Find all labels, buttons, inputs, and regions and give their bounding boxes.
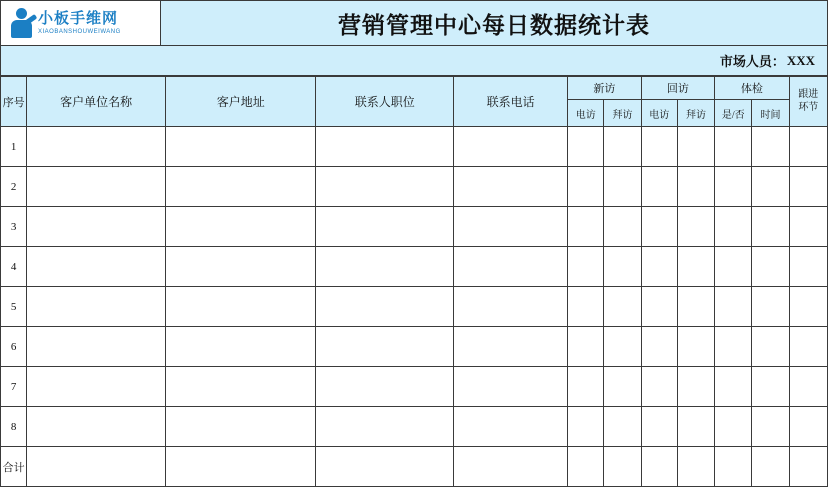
staff-label: 市场人员： [719,54,785,69]
cell-new-phone[interactable] [568,127,604,167]
cell-new-visit[interactable] [604,407,641,447]
cell-yes-no[interactable] [715,327,752,367]
cell-yes-no[interactable] [715,247,752,287]
cell-follow-up[interactable] [789,287,827,327]
cell-phone[interactable] [454,327,568,367]
cell-time[interactable] [752,207,789,247]
title-cell [161,1,827,45]
cell-contact-title[interactable] [316,127,454,167]
table-row [1,327,828,367]
cell-company[interactable] [27,127,166,167]
cell-new-visit[interactable] [604,207,641,247]
col-group-physical-exam: 体检 [715,77,790,100]
cell-follow-up[interactable] [789,367,827,407]
cell-new-visit[interactable] [604,367,641,407]
cell-new-visit[interactable] [604,247,641,287]
page-title: 营销管理中心每日数据统计表 [338,12,650,38]
cell-new-phone[interactable] [568,327,604,367]
cell-return-visit[interactable] [677,247,714,287]
cell-new-visit[interactable] [604,447,641,487]
cell-seq: 5 [1,287,27,327]
cell-company[interactable] [27,447,166,487]
cell-new-phone[interactable] [568,207,604,247]
cell-contact-title[interactable] [316,407,454,447]
cell-seq: 3 [1,207,27,247]
cell-new-phone[interactable] [568,287,604,327]
logo-title-en: XIAOBANSHOUWEIWANG [38,29,121,35]
cell-company[interactable] [27,407,166,447]
col-header-return-visit: 拜访 [677,100,714,127]
col-header-company: 客户单位名称 [27,77,166,127]
cell-address[interactable] [166,407,316,447]
cell-new-phone[interactable] [568,447,604,487]
cell-contact-title[interactable] [316,287,454,327]
cell-address[interactable] [166,127,316,167]
cell-seq: 7 [1,367,27,407]
cell-return-phone[interactable] [641,167,677,207]
site-logo [1,1,161,45]
cell-return-visit[interactable] [677,287,714,327]
cell-new-visit[interactable] [604,287,641,327]
cell-phone[interactable] [454,127,568,167]
cell-return-phone[interactable] [641,207,677,247]
table-row [1,407,828,447]
col-header-follow-up-line2: 环节 [798,101,819,113]
document-header [0,0,828,46]
cell-follow-up[interactable] [789,167,827,207]
cell-address[interactable] [166,207,316,247]
cell-new-phone[interactable] [568,247,604,287]
cell-contact-title[interactable] [316,447,454,487]
cell-new-phone[interactable] [568,167,604,207]
cell-phone[interactable] [454,287,568,327]
col-header-new-visit: 拜访 [604,100,641,127]
col-header-follow-up-line1: 跟进 [798,89,819,100]
cell-return-visit[interactable] [677,167,714,207]
cell-seq: 4 [1,247,27,287]
cell-address[interactable] [166,367,316,407]
table-row [1,367,828,407]
cell-new-phone[interactable] [568,407,604,447]
cell-contact-title[interactable] [316,327,454,367]
cell-phone[interactable] [454,447,568,487]
cell-return-visit[interactable] [677,367,714,407]
col-header-yes-no: 是/否 [715,100,752,127]
daily-data-table [0,76,828,487]
table-row [1,287,828,327]
cell-time[interactable] [752,247,789,287]
cell-yes-no[interactable] [715,207,752,247]
cell-company[interactable] [27,327,166,367]
cell-address[interactable] [166,327,316,367]
cell-phone[interactable] [454,247,568,287]
cell-follow-up[interactable] [789,327,827,367]
cell-return-phone[interactable] [641,287,677,327]
cell-company[interactable] [27,247,166,287]
col-header-new-phone: 电访 [568,100,604,127]
col-header-seq: 序号 [1,77,27,127]
cell-return-phone[interactable] [641,327,677,367]
cell-yes-no[interactable] [715,447,752,487]
cell-phone[interactable] [454,207,568,247]
cell-company[interactable] [27,167,166,207]
cell-new-visit[interactable] [604,327,641,367]
cell-company[interactable] [27,207,166,247]
cell-address[interactable] [166,247,316,287]
cell-time[interactable] [752,447,789,487]
cell-phone[interactable] [454,167,568,207]
cell-follow-up[interactable] [789,407,827,447]
cell-return-visit[interactable] [677,447,714,487]
cell-seq: 6 [1,327,27,367]
cell-return-phone[interactable] [641,407,677,447]
col-group-return-visit: 回访 [641,77,715,100]
cell-seq: 8 [1,407,27,447]
cell-address[interactable] [166,287,316,327]
cell-contact-title[interactable] [316,367,454,407]
table-head [1,77,828,127]
col-group-new-visit: 新访 [568,77,642,100]
col-header-return-phone: 电访 [641,100,677,127]
logo-text [38,11,121,35]
cell-return-visit[interactable] [677,327,714,367]
cell-seq: 1 [1,127,27,167]
cell-return-visit[interactable] [677,407,714,447]
cell-contact-title[interactable] [316,167,454,207]
cell-time[interactable] [752,367,789,407]
cell-address[interactable] [166,167,316,207]
cell-yes-no[interactable] [715,287,752,327]
cell-yes-no[interactable] [715,367,752,407]
col-header-time: 时间 [752,100,789,127]
cell-company[interactable] [27,367,166,407]
staff-value: XXX [786,52,815,68]
cell-yes-no[interactable] [715,407,752,447]
cell-time[interactable] [752,407,789,447]
col-header-phone: 联系电话 [454,77,568,127]
cell-yes-no[interactable] [715,127,752,167]
cell-company[interactable] [27,287,166,327]
cell-time[interactable] [752,127,789,167]
cell-new-visit[interactable] [604,127,641,167]
cell-new-visit[interactable] [604,167,641,207]
cell-follow-up[interactable] [789,447,827,487]
cell-yes-no[interactable] [715,167,752,207]
cell-return-visit[interactable] [677,127,714,167]
cell-return-phone[interactable] [641,367,677,407]
cell-follow-up[interactable] [789,207,827,247]
cell-contact-title[interactable] [316,207,454,247]
cell-contact-title[interactable] [316,247,454,287]
col-header-follow-up [789,77,827,127]
table-row [1,127,828,167]
logo-head-shape [16,8,27,19]
cell-seq: 2 [1,167,27,207]
person-with-wrench-logo-icon [9,8,35,38]
cell-return-phone[interactable] [641,127,677,167]
cell-address[interactable] [166,447,316,487]
cell-new-phone[interactable] [568,367,604,407]
logo-title-cn: 小板手维网 [38,10,119,27]
table-row [1,207,828,247]
cell-follow-up[interactable] [789,247,827,287]
table-row [1,167,828,207]
cell-return-phone[interactable] [641,247,677,287]
header-row-top [1,77,828,100]
cell-return-visit[interactable] [677,207,714,247]
table-body [1,127,828,487]
cell-time[interactable] [752,327,789,367]
col-header-contact-title: 联系人职位 [316,77,454,127]
table-row-total [1,447,828,487]
table-row [1,247,828,287]
cell-follow-up[interactable] [789,127,827,167]
cell-total-label: 合计 [1,447,27,487]
cell-time[interactable] [752,167,789,207]
staff-line [0,46,828,76]
cell-return-phone[interactable] [641,447,677,487]
cell-phone[interactable] [454,407,568,447]
col-header-address: 客户地址 [166,77,316,127]
cell-time[interactable] [752,287,789,327]
cell-phone[interactable] [454,367,568,407]
